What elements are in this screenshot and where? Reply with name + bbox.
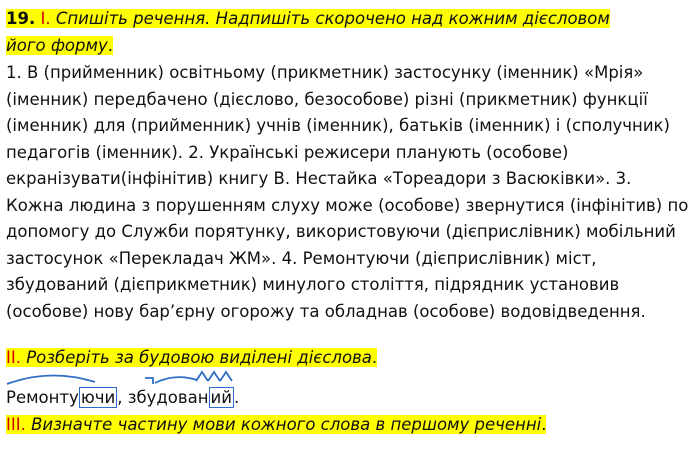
- prefix-mark: [145, 378, 153, 384]
- word1-root: Ремонту: [6, 388, 79, 407]
- part1-period: .: [107, 36, 113, 55]
- word1-suffix-box: ючи: [80, 388, 116, 407]
- part2-instruction: Розберіть за будовою виділені дієслова: [26, 348, 372, 367]
- part2-roman: II.: [6, 348, 21, 367]
- word-separator: ,: [117, 388, 128, 407]
- part3-instruction: Визначте частину мови кожного слова в першому реченні: [31, 415, 542, 434]
- word2-stem: збудован: [127, 388, 209, 407]
- word2-ending-box: ий: [210, 388, 232, 407]
- task-heading-line2: [6, 35, 113, 57]
- suffix-mark-3: [220, 372, 232, 381]
- part3-heading: [6, 414, 546, 436]
- morpheme-parsing: [0, 370, 320, 418]
- parsed-words: [6, 387, 239, 409]
- part1-instruction-b: його форму: [6, 36, 108, 55]
- part1-instruction-a: Спишіть речення. Надпишіть скорочено над кожним дієсловом: [55, 9, 610, 28]
- part2-heading: [6, 347, 377, 369]
- task-number: 19.: [6, 9, 36, 28]
- suffix-mark: [196, 372, 208, 381]
- root-arc-mark-2: [155, 377, 197, 383]
- morph-period: .: [233, 388, 240, 407]
- part2-period: .: [371, 348, 378, 367]
- part3-period: .: [541, 415, 547, 434]
- sentences-paragraph: 1. В (прийменник) освітньому (прикметник) застосунку (іменник) «Мрія» (іменник) передбачено (дієслово, безособове) різні (прикметник) функції (іменник) для (прийменник) учнів (іменник), батьків (іменник) і (сполучник) педагогів (іменник). 2. Українські режисери планують (особове) екранізувати(інфінітив) книгу В. Нестайка «Тореадори з Васюківки». 3. Кожна людина з порушенням слуху може (особове) звернутися (інфінітив) по допомогу до Служби порятунку, використовуючи (дієприслівник) мобільний застосунок «Перекладач ЖМ». 4. Ремонтуючи (дієприслівник) міст, збудований (дієприкметник) минулого століття, підрядник установив (особове) нову бар’єрну огорожу та обладнав (особове) водовідведення.: [6, 63, 689, 321]
- task-heading-line1: [6, 8, 610, 30]
- part1-roman: I.: [40, 9, 51, 28]
- part3-roman: III.: [6, 415, 26, 434]
- root-arc-mark: [7, 375, 95, 384]
- suffix-mark-2: [208, 372, 220, 381]
